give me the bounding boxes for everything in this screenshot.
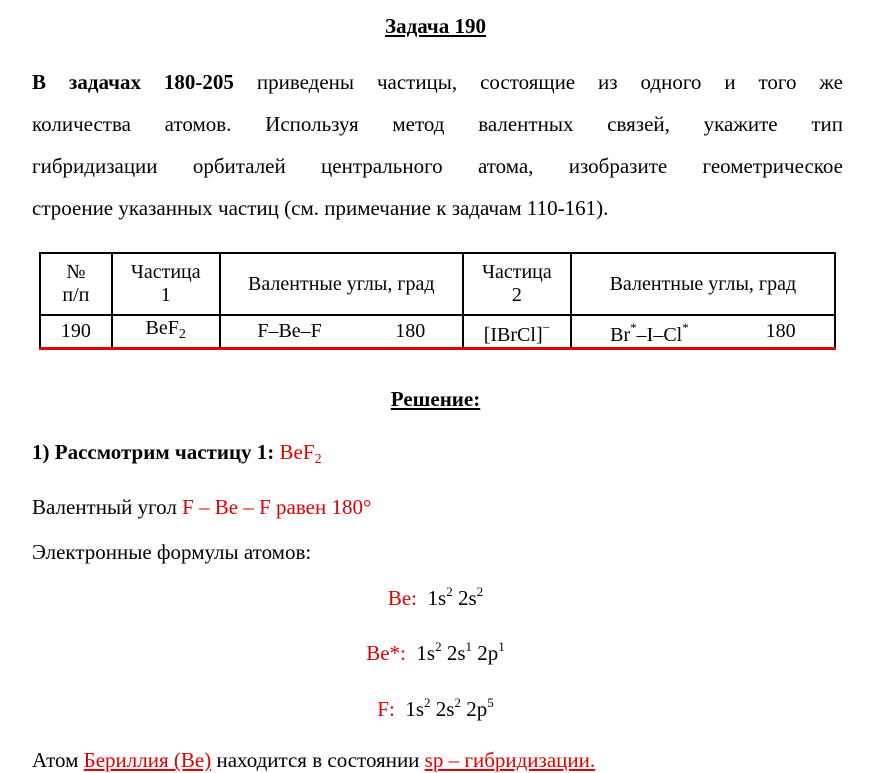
task-description [32,61,843,229]
angle-line: Валентный угол F – Be – F равен 180° [32,495,372,519]
particles-table [39,252,836,350]
desc-line-2: количества атомов. Используя метод валентных связей, укажите тип [32,112,843,136]
task-title: Задача 190 [385,14,486,38]
table-row [40,315,835,349]
header-num: № п/п [40,253,112,315]
angle-2-label: Br*–I–Cl* [610,320,689,346]
cell-angle-2 [571,315,835,349]
formulas-label: Электронные формулы атомов: [32,540,312,564]
header-particle-2: Частица 2 [463,253,571,315]
header-angles-2: Валентные углы, град [571,253,835,315]
formula-be: Be: $1s^2$ $2s^2$ [387,584,484,610]
formula-be-star: Be*: $1s^2$ $2s^1$ $2p^1$ [366,639,505,665]
desc-line-1-rest: приведены частицы, состоящие из одного и того же [233,70,843,94]
desc-line-4: строение указанных частиц (см. примечание к задачам 110-161). [32,196,609,220]
formula-f: F: $1s^2$ $2s^2$ $2p^5$ [377,695,494,721]
desc-bold-lead: В задачах 180-205 [32,70,234,94]
header-particle-1: Частица 1 [112,253,220,315]
angle-1-value: 180 [395,320,426,342]
header-angles-1: Валентные углы, град [220,253,463,315]
desc-line-1 [32,61,843,103]
solution-heading: Решение: [390,387,481,411]
cell-num: 190 [40,315,112,349]
step-1-line: 1) Рассмотрим частицу 1: BeF$_2$ [32,440,322,467]
cell-particle-2: [IBrCl]− [463,315,571,349]
cell-particle-1: BeF$_2$ [112,315,220,349]
desc-line-3: гибридизации орбиталей центрального атома, изобразите геометрическое [32,154,843,178]
cell-angle-1 [220,315,463,349]
table-header-row [40,253,835,315]
angle-2-value: 180 [765,320,796,342]
hybridization-line: Атом Бериллия (Be) находится в состоянии sp – гибридизации. [32,748,596,772]
angle-1-label: F–Be–F [257,320,322,342]
